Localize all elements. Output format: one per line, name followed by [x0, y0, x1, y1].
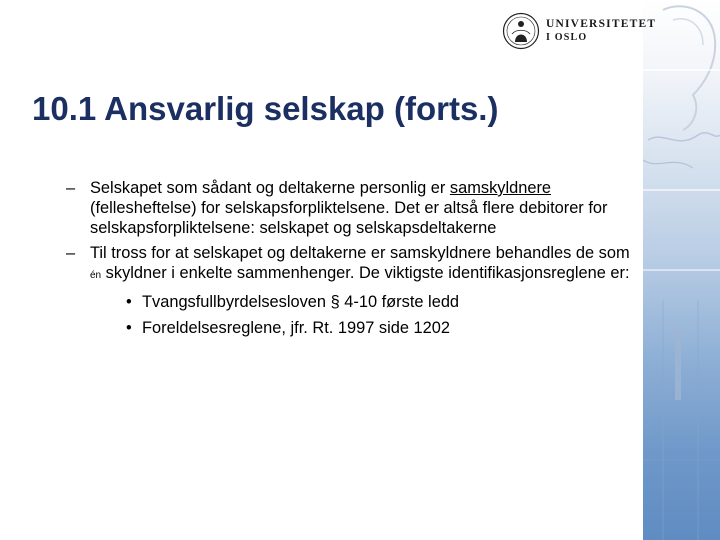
sub-bullet-point — [90, 318, 636, 338]
underlined-term: samskyldnere — [449, 179, 552, 197]
sub-point-text: Tvangsfullbyrdelsesloven § 4-10 første ledd — [142, 293, 460, 312]
point-text: Til tross for at selskapet og deltakerne er samskyldnere behandles de som — [90, 243, 630, 262]
slide-title: 10.1 Ansvarlig selskap (forts.) — [32, 90, 499, 127]
university-city: I OSLO — [546, 32, 588, 43]
sub-point-text: Foreldelsesreglene, jfr. Rt. 1997 side 1202 — [142, 319, 450, 338]
bullet-marker: • — [126, 319, 132, 338]
sub-bullet-point — [90, 292, 636, 312]
decorative-image-strip — [643, 0, 720, 540]
bullet-point — [66, 243, 636, 339]
bullet-marker: • — [126, 293, 132, 312]
bullet-point — [66, 178, 636, 239]
slide-body — [66, 178, 636, 342]
point-text-continued: (fellesheftelse) for selskapsforpliktelsene. Det er altså flere debitorer for selskapsforpliktelsene: selskapet og selskapsdeltakerne — [90, 199, 608, 238]
dash-marker: – — [66, 243, 76, 262]
university-logo — [502, 12, 657, 52]
dash-marker: – — [66, 179, 76, 197]
university-seal-icon — [502, 12, 540, 50]
point-text: Selskapet som sådant og deltakerne personlig er — [90, 179, 450, 197]
small-word: én — [90, 269, 102, 281]
university-name: UNIVERSITETET — [546, 18, 657, 30]
point-text-continued: skyldner i enkelte sammenhenger. De viktigste identifikasjonsreglene er: — [101, 263, 630, 282]
